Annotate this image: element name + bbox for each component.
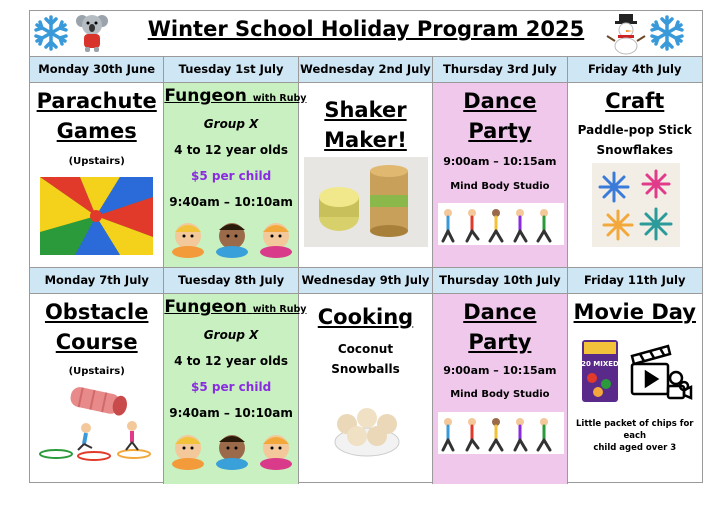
activity-title: Parachute [36,89,157,113]
activity-cell-wed-w2 [299,294,433,484]
price-label: $5 per child [190,169,272,183]
activity-cell-fri-w2 [568,294,702,484]
day-header: Wednesday 9th July [299,268,433,293]
activity-cell-wed-w1 [299,83,433,267]
location-label: Mind Body Studio [450,389,550,400]
activity-desc: Coconut [337,342,394,356]
day-header: Friday 4th July [588,62,682,76]
activity-cell-thu-w2 [433,294,567,484]
activity-title: Games [56,119,137,143]
week1-header-row [30,57,702,83]
activity-desc: Snowflakes [596,143,673,157]
ages-label: 4 to 12 year olds [174,354,288,368]
parachute-image [40,177,153,255]
day-header: Tuesday 1st July [164,57,298,82]
activity-cell-thu-w1 [433,83,567,267]
kids-image [168,218,296,258]
note-line: child aged over 3 [593,443,677,453]
day-header: Friday 11th July [584,273,686,287]
day-header: Thursday 10th July [433,268,567,293]
ages-label: 4 to 12 year olds [174,143,288,157]
with-ruby-label: with Ruby [252,304,307,315]
snowflake-icon [648,14,686,52]
activity-note: (Upstairs) [68,156,125,167]
time-label: 9:00am – 10:15am [443,155,557,168]
group-label: Group X [203,328,259,342]
chips-brand-label: 20 MIXED [580,360,619,368]
activity-title: Party [468,119,532,143]
week2-body-row [30,294,702,484]
shaker-image [304,157,428,247]
activity-title: Movie Day [573,300,696,324]
day-header: Monday 7th July [30,268,164,293]
activity-title: Maker! [324,128,407,152]
activity-note [568,418,702,454]
activity-cell-tue-w2 [164,294,307,484]
week2-header-row [30,268,702,294]
program-frame [29,10,703,483]
kids-image [168,430,296,470]
with-ruby-label: with Ruby [252,93,307,104]
snowflake-craft-image [592,163,680,247]
activity-title: Party [468,330,532,354]
activity-desc: Snowballs [331,362,400,376]
activity-title: Shaker [324,98,407,122]
activity-title: Dance [463,300,537,324]
activity-cell-fri-w1 [568,83,702,267]
activity-title: Craft [605,89,665,113]
activity-cell-mon-w2 [30,294,164,484]
note-line: Little packet of chips for each [576,419,694,441]
title-bar [30,11,702,57]
movie-icon [628,342,692,404]
fungeon-label: Fungeon [164,86,247,106]
activity-note: (Upstairs) [68,366,125,377]
chips-image [580,338,620,404]
snowman-icon [606,13,646,55]
schedule-grid [30,57,702,484]
day-header: Monday 30th June [30,57,164,82]
day-header: Tuesday 8th July [164,268,298,293]
activity-desc: Paddle-pop Stick [577,123,692,137]
time-label: 9:40am – 10:10am [169,195,293,209]
activity-title: Dance [463,89,537,113]
day-header: Wednesday 2nd July [299,57,433,82]
day-header: Thursday 3rd July [433,57,567,82]
activity-cell-tue-w1 [164,83,307,267]
tunnel-image [38,384,156,464]
page-title: Winter School Holiday Program 2025 [147,17,585,41]
group-label: Group X [203,117,259,131]
dance-image [438,412,564,454]
activity-title: Cooking [317,305,414,329]
time-label: 9:00am – 10:15am [443,364,557,377]
activity-cell-mon-w1 [30,83,164,267]
snowball-image [329,388,405,462]
activity-title [164,296,307,321]
activity-title: Course [55,330,138,354]
dance-image [438,203,564,245]
fungeon-label: Fungeon [164,297,247,317]
activity-title [164,85,307,110]
time-label: 9:40am – 10:10am [169,406,293,420]
activity-title: Obstacle [44,300,149,324]
price-label: $5 per child [190,380,272,394]
week1-body-row [30,83,702,268]
location-label: Mind Body Studio [450,181,550,192]
